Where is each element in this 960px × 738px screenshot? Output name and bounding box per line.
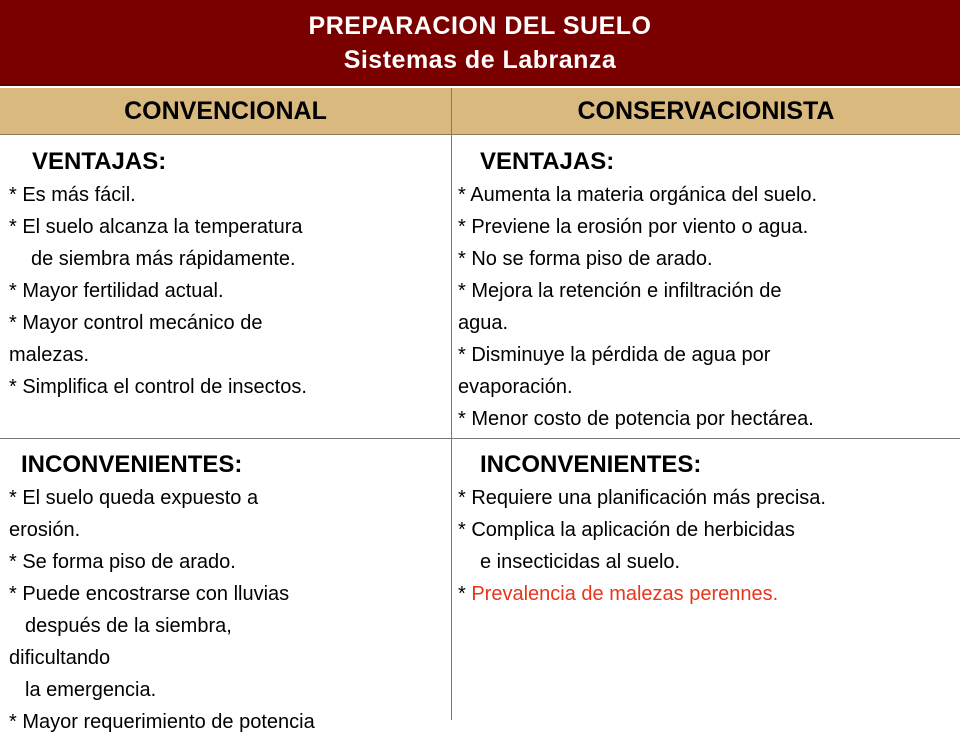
list-item: dificultando [9, 647, 111, 669]
list-item: * Aumenta la materia orgánica del suelo. [458, 184, 818, 206]
list-item: * Mayor control mecánico de [9, 312, 263, 334]
list-item: de siembra más rápidamente. [31, 248, 296, 270]
conservationist-disadvantages-heading: INCONVENIENTES: [480, 451, 702, 478]
conventional-disadvantages-cell [9, 448, 449, 738]
list-item: agua. [458, 312, 509, 334]
conservationist-advantages-heading: VENTAJAS: [480, 148, 615, 175]
conventional-advantages-cell [9, 145, 449, 403]
list-item: la emergencia. [25, 679, 157, 701]
conventional-disadvantages-heading: INCONVENIENTES: [21, 451, 243, 478]
list-item: * Menor costo de potencia por hectárea. [458, 408, 814, 430]
list-item: * El suelo alcanza la temperatura [9, 216, 303, 238]
list-item: después de la siembra, [25, 615, 232, 637]
list-item: * Es más fácil. [9, 184, 136, 206]
column-divider [451, 134, 452, 720]
conventional-advantages-heading: VENTAJAS: [32, 148, 167, 175]
column-header-conventional: CONVENCIONAL [0, 88, 452, 135]
list-item: * No se forma piso de arado. [458, 248, 713, 270]
list-item: evaporación. [458, 376, 573, 398]
list-item: * El suelo queda expuesto a [9, 487, 259, 509]
list-item-highlight [458, 578, 958, 610]
highlighted-text: Prevalencia de malezas perennes. [471, 583, 779, 605]
list-item: * Complica la aplicación de herbicidas [458, 519, 795, 541]
slide-title [0, 0, 960, 86]
conservationist-disadvantages-cell [458, 448, 958, 610]
list-item: malezas. [9, 344, 90, 366]
list-item: erosión. [9, 519, 81, 541]
list-item: * Disminuye la pérdida de agua por [458, 344, 771, 366]
conservationist-advantages-cell [458, 145, 958, 435]
list-item: * Simplifica el control de insectos. [9, 376, 307, 398]
title-line-2: Sistemas de Labranza [343, 46, 617, 74]
list-bullet: * [458, 583, 472, 605]
list-item: * Se forma piso de arado. [9, 551, 236, 573]
column-header-conservationist: CONSERVACIONISTA [452, 88, 960, 135]
list-item: e insecticidas al suelo. [480, 551, 681, 573]
title-line-1: PREPARACION DEL SUELO [308, 12, 652, 40]
list-item: * Puede encostrarse con lluvias [9, 583, 290, 605]
list-item: * Mejora la retención e infiltración de [458, 280, 782, 302]
list-item: * Requiere una planificación más precisa. [458, 487, 826, 509]
list-item: * Previene la erosión por viento o agua. [458, 216, 809, 238]
row-divider [0, 438, 960, 439]
list-item: * Mayor requerimiento de potencia [9, 711, 315, 733]
list-item: * Mayor fertilidad actual. [9, 280, 224, 302]
